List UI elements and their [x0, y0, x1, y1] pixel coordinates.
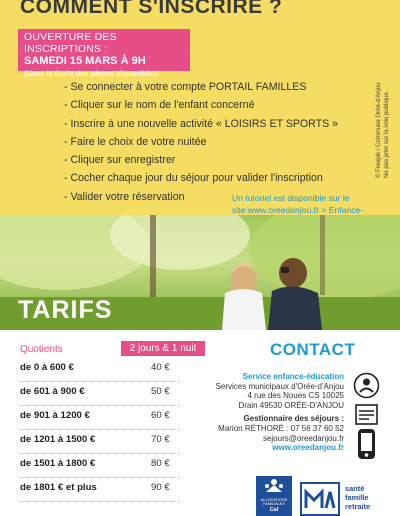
step-item: - Valider votre réservation	[64, 190, 185, 203]
page-title: COMMENT S'INSCRIRE ?	[20, 0, 283, 18]
msa-line: retraite	[345, 502, 371, 511]
contact-details	[216, 372, 344, 453]
registration-box	[18, 29, 190, 78]
msa-logo	[300, 482, 340, 516]
tutorial-line: site www.oreedanjou.fr > Enfance-	[232, 204, 364, 215]
msa-tagline	[345, 484, 370, 511]
step-item: - Cliquer sur le nom de l'enfant concerné	[64, 99, 255, 112]
document-icon	[353, 401, 380, 428]
tutorial-line: Un tutoriel est disponible sur le	[232, 193, 350, 203]
step-item: - Cliquer sur enregistrer	[64, 154, 176, 167]
caf-logo	[256, 476, 292, 516]
msa-line: famille	[345, 493, 369, 502]
steps-list	[64, 78, 338, 206]
side-credit	[376, 60, 390, 178]
price-cell: 90 €	[151, 482, 170, 493]
step-item: - Faire le choix de votre nuitée	[64, 135, 207, 148]
rates-table	[20, 358, 180, 502]
credit-line: Ne pas jeter sur la voie publique.	[383, 90, 390, 178]
step-item: - Cocher chaque jour du séjour pour valider l'inscription	[64, 172, 323, 185]
quotient-cell: de 1801 € et plus	[20, 482, 97, 493]
quotient-cell: de 1201 à 1500 €	[20, 434, 96, 445]
quotient-cell: de 901 à 1200 €	[20, 410, 90, 421]
step-item: - Se connecter à votre compte PORTAIL FAMILLES	[64, 81, 307, 93]
msa-emblem-icon	[302, 484, 338, 514]
table-row	[20, 430, 180, 454]
quotient-cell: de 601 à 900 €	[20, 386, 85, 397]
quotient-cell: de 1501 à 1800 €	[20, 458, 96, 469]
tarifs-title: TARIFS	[18, 296, 113, 324]
table-row	[20, 406, 180, 430]
price-cell: 80 €	[151, 458, 170, 469]
user-scan-icon	[353, 372, 380, 399]
manager-phone: Marion RÉTHORÉ : 07 56 37 60 52	[218, 423, 344, 433]
caf-caption: ALLOCATIONS FAMILIALES	[260, 498, 288, 507]
step-item: - Inscrire à une nouvelle activité « LOISIRS ET SPORTS »	[64, 117, 338, 130]
table-row	[20, 454, 180, 478]
caf-sub: Caf	[269, 507, 279, 513]
quotients-header: Quotients	[20, 344, 63, 355]
price-cell: 50 €	[151, 386, 170, 397]
price-cell: 70 €	[151, 434, 170, 445]
duration-header: 2 jours & 1 nuit	[121, 341, 205, 356]
table-row	[20, 358, 180, 382]
price-cell: 40 €	[151, 362, 170, 373]
registration-note: (dans la limite des places disponibles)	[24, 69, 159, 78]
manager-title: Gestionnaire des séjours :	[243, 414, 344, 424]
phone-icon	[353, 428, 380, 460]
top-section	[0, 0, 400, 215]
contact-email[interactable]: sejours@oreedanjou.fr	[262, 433, 344, 443]
table-row	[20, 478, 180, 502]
contact-title: CONTACT	[270, 340, 356, 359]
table-row	[20, 382, 180, 406]
credit-line: © Freepik / Commune Orée-d'Anjou	[376, 82, 382, 178]
msa-line: santé	[345, 484, 365, 493]
registration-date: SAMEDI 15 MARS À 9H	[24, 55, 146, 67]
price-cell: 60 €	[151, 410, 170, 421]
contact-address: 4 rue des Noues CS 10025	[247, 391, 344, 401]
contact-service: Service enfance-éducation	[242, 372, 344, 381]
contact-address: Drain 49530 ORÉE-D'ANJOU	[238, 400, 344, 410]
caf-emblem-icon	[256, 476, 292, 498]
quotient-cell: de 0 à 600 €	[20, 362, 74, 373]
contact-address: Services municipaux d'Orée-d'Anjou	[215, 381, 344, 391]
registration-title: OUVERTURE DES INSCRIPTIONS :	[24, 31, 117, 55]
contact-website[interactable]: www.oreedanjou.fr	[272, 443, 344, 453]
